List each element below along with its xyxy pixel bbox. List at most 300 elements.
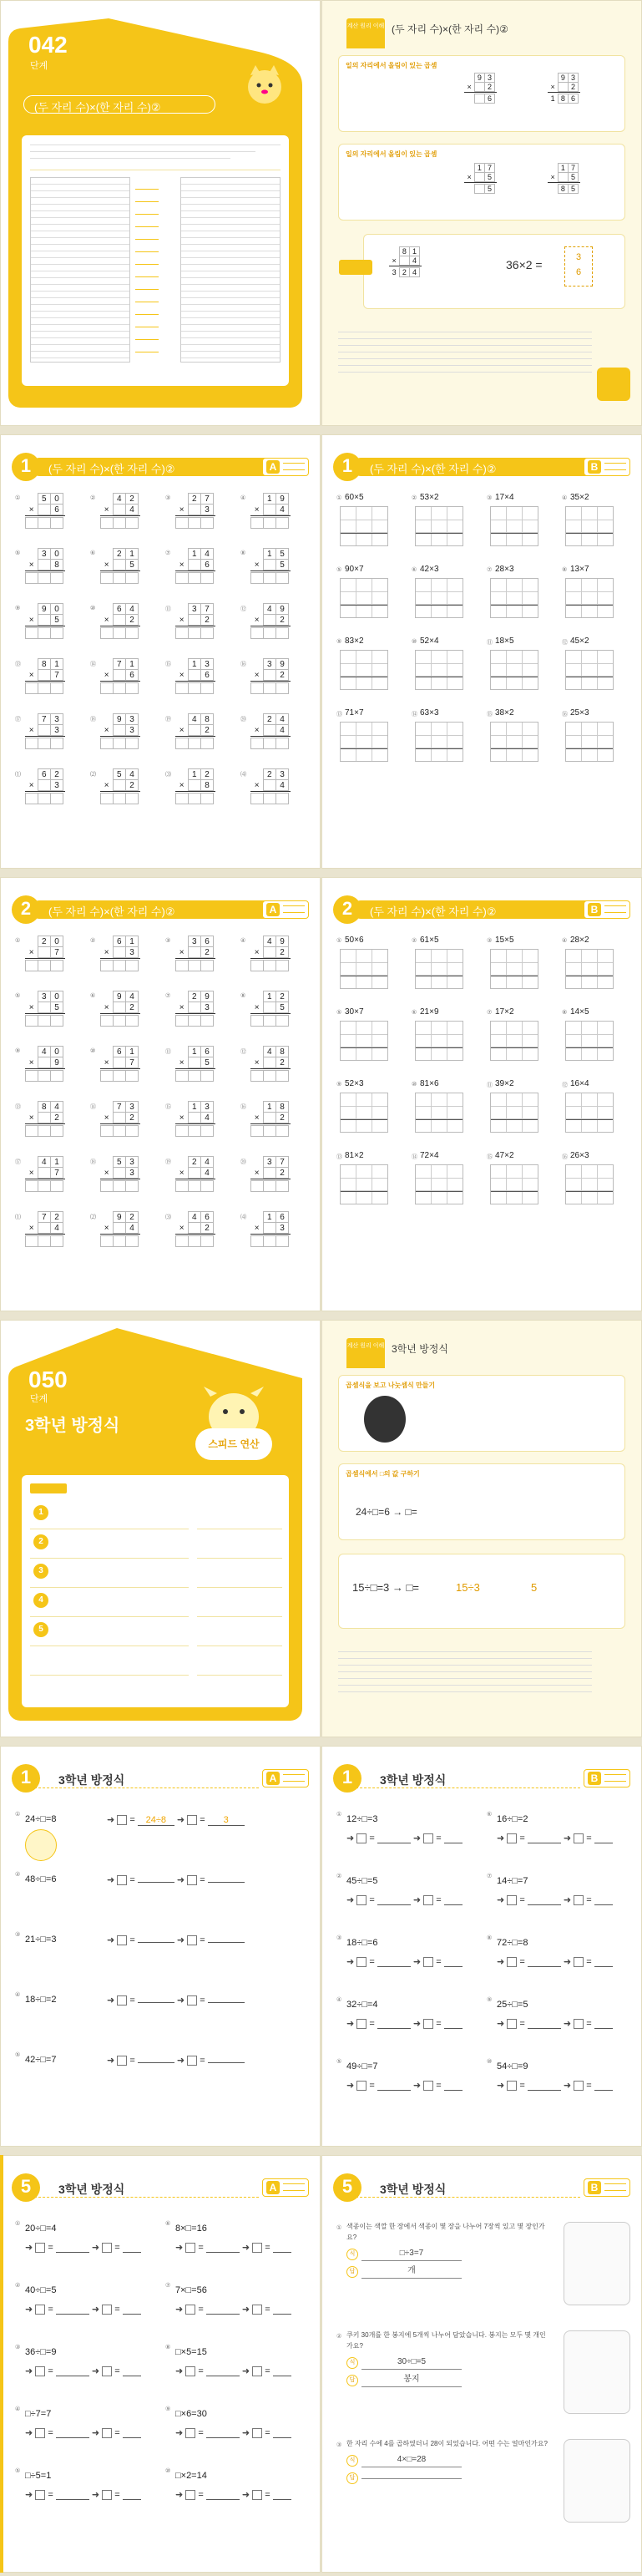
answer-box[interactable] (185, 2490, 195, 2500)
answer-cell[interactable] (276, 1180, 289, 1192)
answer-cell[interactable] (188, 793, 201, 804)
answer-cell[interactable] (250, 627, 264, 639)
answer-grid[interactable] (415, 650, 463, 690)
answer-cell[interactable] (263, 682, 276, 694)
story-equation[interactable]: 4×□=28 (361, 2453, 462, 2467)
answer-cell[interactable] (175, 1235, 189, 1247)
answer-cell[interactable] (188, 682, 201, 694)
answer-grid[interactable] (415, 506, 463, 546)
answer-grid[interactable] (565, 578, 614, 618)
answer-cell[interactable] (175, 793, 189, 804)
answer-line[interactable] (208, 1942, 245, 1943)
answer-cell[interactable] (276, 1015, 289, 1027)
answer-box[interactable] (117, 2056, 127, 2066)
answer-line[interactable] (594, 1833, 613, 1843)
answer-cell[interactable] (25, 627, 38, 639)
story-unit[interactable]: 개 (361, 2264, 462, 2279)
answer-cell[interactable] (38, 572, 51, 584)
answer-cell[interactable] (125, 1180, 139, 1192)
answer-cell[interactable] (188, 627, 201, 639)
answer-line[interactable] (273, 2305, 291, 2315)
problem-number: ⑳ (240, 1159, 246, 1165)
answer-box[interactable] (507, 2019, 517, 2029)
answer-box[interactable] (423, 1833, 433, 1843)
answer-grid[interactable] (565, 949, 614, 989)
answer-grid[interactable] (565, 1021, 614, 1061)
answer-cell[interactable] (200, 682, 214, 694)
answer-box[interactable] (117, 1815, 127, 1825)
equation: 49÷□=7 (346, 2061, 378, 2071)
answer-cell[interactable] (250, 517, 264, 529)
spread-6 (0, 2155, 642, 2573)
answer-grid[interactable] (340, 1093, 388, 1133)
answer-cell[interactable] (50, 1125, 63, 1137)
answer-cell[interactable] (50, 1070, 63, 1082)
answer-cell[interactable] (25, 793, 38, 804)
answer-cell[interactable] (113, 738, 126, 749)
answer-box[interactable] (356, 1895, 366, 1905)
answer-line[interactable] (444, 1957, 463, 1967)
answer-cell[interactable] (175, 682, 189, 694)
answer-grid[interactable] (490, 650, 538, 690)
answer-cell[interactable] (188, 1125, 201, 1137)
answer-cell[interactable] (38, 1070, 51, 1082)
answer-line[interactable] (273, 2243, 291, 2253)
answer-cell[interactable] (263, 738, 276, 749)
answer-cell[interactable] (100, 682, 114, 694)
answer-cell[interactable] (250, 738, 264, 749)
answer-cell[interactable] (25, 682, 38, 694)
answer-cell[interactable] (250, 1235, 264, 1247)
answer-cell[interactable] (113, 793, 126, 804)
answer-cell[interactable] (100, 1180, 114, 1192)
answer-cell[interactable] (188, 1235, 201, 1247)
answer-grid[interactable] (415, 578, 463, 618)
digit-cell: 2 (200, 946, 214, 958)
answer-cell[interactable] (188, 1070, 201, 1082)
answer-line[interactable] (594, 2019, 613, 2029)
answer-line[interactable] (138, 2002, 174, 2003)
answer-cell[interactable] (50, 682, 63, 694)
answer-cell[interactable] (50, 627, 63, 639)
answer-grid[interactable] (565, 722, 614, 762)
answer-line[interactable] (377, 1895, 411, 1905)
answer-line[interactable] (206, 2490, 240, 2500)
answer-cell[interactable] (250, 1180, 264, 1192)
answer-line[interactable] (138, 2062, 174, 2063)
answer-cell[interactable] (100, 517, 114, 529)
answer-cell[interactable] (125, 793, 139, 804)
answer-cell[interactable] (113, 627, 126, 639)
story-unit[interactable] (361, 2478, 462, 2479)
answer-cell[interactable] (276, 738, 289, 749)
answer-cell[interactable] (188, 1015, 201, 1027)
answer-cell[interactable] (263, 1125, 276, 1137)
answer-cell[interactable] (175, 1015, 189, 1027)
answer-grid[interactable] (490, 722, 538, 762)
answer-line[interactable] (273, 2490, 291, 2500)
answer-line[interactable] (444, 1833, 463, 1843)
answer-cell[interactable] (125, 572, 139, 584)
answer-box[interactable] (252, 2243, 262, 2253)
answer-cell[interactable] (113, 1235, 126, 1247)
answer-cell[interactable] (263, 1070, 276, 1082)
times-sign: × (104, 670, 109, 680)
answer-line[interactable] (273, 2366, 291, 2376)
answer-line[interactable] (123, 2243, 141, 2253)
answer-box[interactable] (187, 2056, 197, 2066)
answer-cell[interactable] (276, 1125, 289, 1137)
answer-cell[interactable] (250, 572, 264, 584)
answer-line[interactable] (444, 2019, 463, 2029)
answer-cell[interactable] (250, 960, 264, 971)
answer-grid[interactable] (490, 578, 538, 618)
answer-box[interactable] (574, 1833, 584, 1843)
story-unit[interactable]: 봉지 (361, 2373, 462, 2387)
answer-grid[interactable] (415, 949, 463, 989)
answer-line[interactable]: 24÷8 (138, 1815, 174, 1826)
answer-cell[interactable] (125, 1125, 139, 1137)
answer-line[interactable] (56, 2366, 89, 2376)
answer-cell[interactable] (50, 517, 63, 529)
answer-cell[interactable] (200, 517, 214, 529)
answer-line[interactable] (123, 2305, 141, 2315)
digit-cell (263, 779, 276, 791)
answer-grid[interactable] (415, 1164, 463, 1204)
answer-box[interactable] (187, 1815, 197, 1825)
answer-grid[interactable] (490, 1021, 538, 1061)
answer-cell[interactable] (38, 1235, 51, 1247)
answer-box[interactable] (117, 1875, 127, 1885)
answer-cell[interactable] (25, 960, 38, 971)
answer-line[interactable] (208, 2002, 245, 2003)
answer-grid[interactable] (340, 1021, 388, 1061)
story-equation[interactable]: 30÷□=5 (361, 2355, 462, 2370)
answer-cell[interactable] (263, 960, 276, 971)
answer-cell[interactable] (100, 1235, 114, 1247)
answer-grid[interactable] (340, 949, 388, 989)
problem-number: ① (336, 938, 342, 944)
story-equation[interactable]: □÷3=7 (361, 2247, 462, 2261)
answer-box[interactable] (252, 2490, 262, 2500)
answer-box[interactable] (35, 2428, 45, 2438)
answer-grid[interactable] (415, 1021, 463, 1061)
answer-box[interactable] (252, 2366, 262, 2376)
vertical-calc (175, 713, 215, 749)
answer-line[interactable] (56, 2243, 89, 2253)
answer-cell[interactable] (113, 1180, 126, 1192)
answer-cell[interactable] (25, 517, 38, 529)
answer-cell[interactable] (25, 1015, 38, 1027)
answer-cell[interactable] (200, 1125, 214, 1137)
answer-line[interactable] (206, 2305, 240, 2315)
answer-cell[interactable] (263, 793, 276, 804)
answer-line[interactable] (56, 2490, 89, 2500)
answer-cell[interactable] (25, 1070, 38, 1082)
answer-line[interactable] (377, 1833, 411, 1843)
answer-box[interactable] (185, 2366, 195, 2376)
answer-box[interactable] (423, 2081, 433, 2091)
answer-cell[interactable] (175, 960, 189, 971)
answer-box[interactable] (574, 1957, 584, 1967)
answer-cell[interactable] (38, 1180, 51, 1192)
answer-line[interactable] (56, 2305, 89, 2315)
answer-line[interactable] (56, 2428, 89, 2438)
answer-cell[interactable] (25, 572, 38, 584)
answer-cell[interactable] (200, 1070, 214, 1082)
answer-line[interactable] (594, 2081, 613, 2091)
answer-line[interactable] (594, 1895, 613, 1905)
answer-line[interactable] (444, 1895, 463, 1905)
answer-cell[interactable] (276, 793, 289, 804)
answer-box[interactable] (117, 1935, 127, 1945)
answer-line[interactable]: 3 (208, 1815, 245, 1826)
answer-cell[interactable] (38, 1125, 51, 1137)
answer-grid[interactable] (565, 506, 614, 546)
answer-cell[interactable] (263, 517, 276, 529)
ex1-right-grid: 9 3 × 2 1 8 6 (548, 73, 580, 104)
answer-line[interactable] (528, 1895, 561, 1905)
answer-cell[interactable] (200, 738, 214, 749)
answer-box[interactable] (187, 1935, 197, 1945)
answer-cell[interactable] (113, 572, 126, 584)
answer-cell[interactable] (125, 1070, 139, 1082)
answer-cell[interactable] (50, 1015, 63, 1027)
answer-box[interactable] (423, 1957, 433, 1967)
answer-cell[interactable] (250, 1070, 264, 1082)
answer-line[interactable] (208, 2062, 245, 2063)
answer-cell[interactable] (175, 572, 189, 584)
answer-cell[interactable] (200, 793, 214, 804)
answer-line[interactable] (444, 2081, 463, 2091)
answer-box[interactable] (187, 1875, 197, 1885)
answer-line[interactable] (528, 2019, 561, 2029)
answer-cell[interactable] (113, 1070, 126, 1082)
answer-cell[interactable] (263, 1015, 276, 1027)
answer-line[interactable] (123, 2366, 141, 2376)
answer-grid[interactable] (490, 1093, 538, 1133)
answer-cell[interactable] (100, 793, 114, 804)
answer-cell[interactable] (125, 738, 139, 749)
explain-title: 3학년 방정식 (392, 1343, 448, 1355)
answer-cell[interactable] (25, 1180, 38, 1192)
answer-grid[interactable] (565, 1093, 614, 1133)
answer-cell[interactable] (250, 682, 264, 694)
answer-box[interactable] (252, 2428, 262, 2438)
answer-line[interactable] (528, 2081, 561, 2091)
answer-cell[interactable] (38, 1015, 51, 1027)
answer-box[interactable] (423, 1895, 433, 1905)
answer-cell[interactable] (50, 1180, 63, 1192)
answer-box[interactable] (574, 2019, 584, 2029)
answer-cell[interactable] (263, 572, 276, 584)
answer-box[interactable] (252, 2305, 262, 2315)
answer-cell[interactable] (200, 1180, 214, 1192)
digit-cell: 7 (276, 1156, 289, 1168)
answer-grid[interactable] (340, 650, 388, 690)
answer-box[interactable] (35, 2243, 45, 2253)
expression: 61×5 (420, 936, 439, 945)
answer-line[interactable] (208, 1882, 245, 1883)
answer-cell[interactable] (276, 572, 289, 584)
answer-cell[interactable] (50, 738, 63, 749)
answer-cell[interactable] (200, 1235, 214, 1247)
answer-cell[interactable] (50, 1235, 63, 1247)
answer-cell[interactable] (38, 682, 51, 694)
answer-cell[interactable] (263, 1235, 276, 1247)
answer-cell[interactable] (276, 960, 289, 971)
answer-line[interactable] (206, 2428, 240, 2438)
answer-box[interactable] (507, 1957, 517, 1967)
answer-cell[interactable] (263, 1180, 276, 1192)
answer-cell[interactable] (113, 1125, 126, 1137)
answer-box[interactable] (102, 2490, 112, 2500)
answer-cell[interactable] (113, 682, 126, 694)
answer-box[interactable] (507, 1895, 517, 1905)
answer-cell[interactable] (188, 1180, 201, 1192)
answer-line[interactable] (206, 2366, 240, 2376)
answer-box[interactable] (185, 2243, 195, 2253)
answer-cell[interactable] (175, 517, 189, 529)
answer-cell[interactable] (113, 960, 126, 971)
answer-box[interactable] (102, 2428, 112, 2438)
answer-box[interactable] (102, 2366, 112, 2376)
digit-cell (38, 669, 51, 681)
answer-line[interactable] (528, 1957, 561, 1967)
answer-box[interactable] (102, 2243, 112, 2253)
answer-box[interactable] (356, 2019, 366, 2029)
answer-cell[interactable] (113, 1015, 126, 1027)
answer-cell[interactable] (125, 682, 139, 694)
answer-cell[interactable] (38, 960, 51, 971)
answer-line[interactable] (123, 2428, 141, 2438)
answer-cell[interactable] (188, 738, 201, 749)
answer-cell[interactable] (175, 1070, 189, 1082)
answer-box[interactable] (35, 2305, 45, 2315)
problem-number: ⑬ (336, 1154, 342, 1160)
answer-line[interactable] (273, 2428, 291, 2438)
answer-grid[interactable] (490, 1164, 538, 1204)
answer-box[interactable] (117, 1995, 127, 2006)
answer-line[interactable] (138, 1882, 174, 1883)
answer-line[interactable] (528, 1833, 561, 1843)
answer-cell[interactable] (113, 517, 126, 529)
answer-box[interactable] (423, 2019, 433, 2029)
answer-cell[interactable] (100, 1125, 114, 1137)
answer-cell[interactable] (276, 627, 289, 639)
digit-cell (25, 548, 38, 560)
answer-cell[interactable] (125, 1235, 139, 1247)
answer-cell[interactable] (100, 1070, 114, 1082)
answer-box[interactable] (35, 2490, 45, 2500)
answer-cell[interactable] (38, 627, 51, 639)
answer-cell[interactable] (200, 960, 214, 971)
answer-cell[interactable] (25, 738, 38, 749)
answer-grid[interactable] (415, 1093, 463, 1133)
answer-cell[interactable] (276, 1070, 289, 1082)
answer-cell[interactable] (50, 793, 63, 804)
answer-line[interactable] (377, 1957, 411, 1967)
answer-line[interactable] (377, 2019, 411, 2029)
answer-grid[interactable] (490, 506, 538, 546)
answer-cell[interactable] (125, 1015, 139, 1027)
answer-box[interactable] (356, 1957, 366, 1967)
answer-grid[interactable] (340, 578, 388, 618)
answer-cell[interactable] (175, 1180, 189, 1192)
answer-cell[interactable] (50, 960, 63, 971)
answer-cell[interactable] (100, 627, 114, 639)
answer-cell[interactable] (188, 960, 201, 971)
answer-box[interactable] (507, 1833, 517, 1843)
digit-cell: 7 (200, 493, 214, 505)
answer-box[interactable] (507, 2081, 517, 2091)
answer-cell[interactable] (175, 738, 189, 749)
answer-box[interactable] (185, 2305, 195, 2315)
answer-cell[interactable] (25, 1235, 38, 1247)
answer-grid[interactable] (490, 949, 538, 989)
answer-cell[interactable] (188, 517, 201, 529)
problem-number: ⑵ (90, 772, 96, 778)
answer-line[interactable] (138, 1942, 174, 1943)
answer-line[interactable] (123, 2490, 141, 2500)
answer-cell[interactable] (200, 1015, 214, 1027)
answer-cell[interactable] (100, 572, 114, 584)
answer-cell[interactable] (200, 627, 214, 639)
answer-grid[interactable] (565, 1164, 614, 1204)
answer-box[interactable] (574, 1895, 584, 1905)
answer-cell[interactable] (125, 627, 139, 639)
answer-grid[interactable] (340, 1164, 388, 1204)
answer-cell[interactable] (38, 793, 51, 804)
answer-grid[interactable] (340, 722, 388, 762)
answer-cell[interactable] (38, 517, 51, 529)
answer-box[interactable] (102, 2305, 112, 2315)
answer-box[interactable] (356, 2081, 366, 2091)
answer-cell[interactable] (276, 1235, 289, 1247)
answer-cell[interactable] (100, 960, 114, 971)
answer-cell[interactable] (100, 1015, 114, 1027)
answer-box[interactable] (574, 2081, 584, 2091)
answer-cell[interactable] (125, 517, 139, 529)
answer-line[interactable] (206, 2243, 240, 2253)
answer-cell[interactable] (200, 572, 214, 584)
answer-cell[interactable] (276, 682, 289, 694)
answer-cell[interactable] (38, 738, 51, 749)
answer-cell[interactable] (250, 1015, 264, 1027)
answer-line[interactable] (594, 1957, 613, 1967)
answer-cell[interactable] (276, 517, 289, 529)
answer-cell[interactable] (125, 960, 139, 971)
answer-cell[interactable] (25, 1125, 38, 1137)
answer-cell[interactable] (175, 627, 189, 639)
answer-grid[interactable] (340, 506, 388, 546)
answer-cell[interactable] (250, 1125, 264, 1137)
answer-cell[interactable] (50, 572, 63, 584)
answer-cell[interactable] (188, 572, 201, 584)
answer-box[interactable] (187, 1995, 197, 2006)
answer-grid[interactable] (415, 722, 463, 762)
answer-cell[interactable] (100, 738, 114, 749)
answer-box[interactable] (185, 2428, 195, 2438)
answer-cell[interactable] (175, 1125, 189, 1137)
answer-grid[interactable] (565, 650, 614, 690)
answer-box[interactable] (356, 1833, 366, 1843)
answer-box[interactable] (35, 2366, 45, 2376)
answer-cell[interactable] (263, 627, 276, 639)
answer-line[interactable] (377, 2081, 411, 2091)
problem-number: ⑲ (165, 717, 171, 723)
answer-cell[interactable] (250, 793, 264, 804)
